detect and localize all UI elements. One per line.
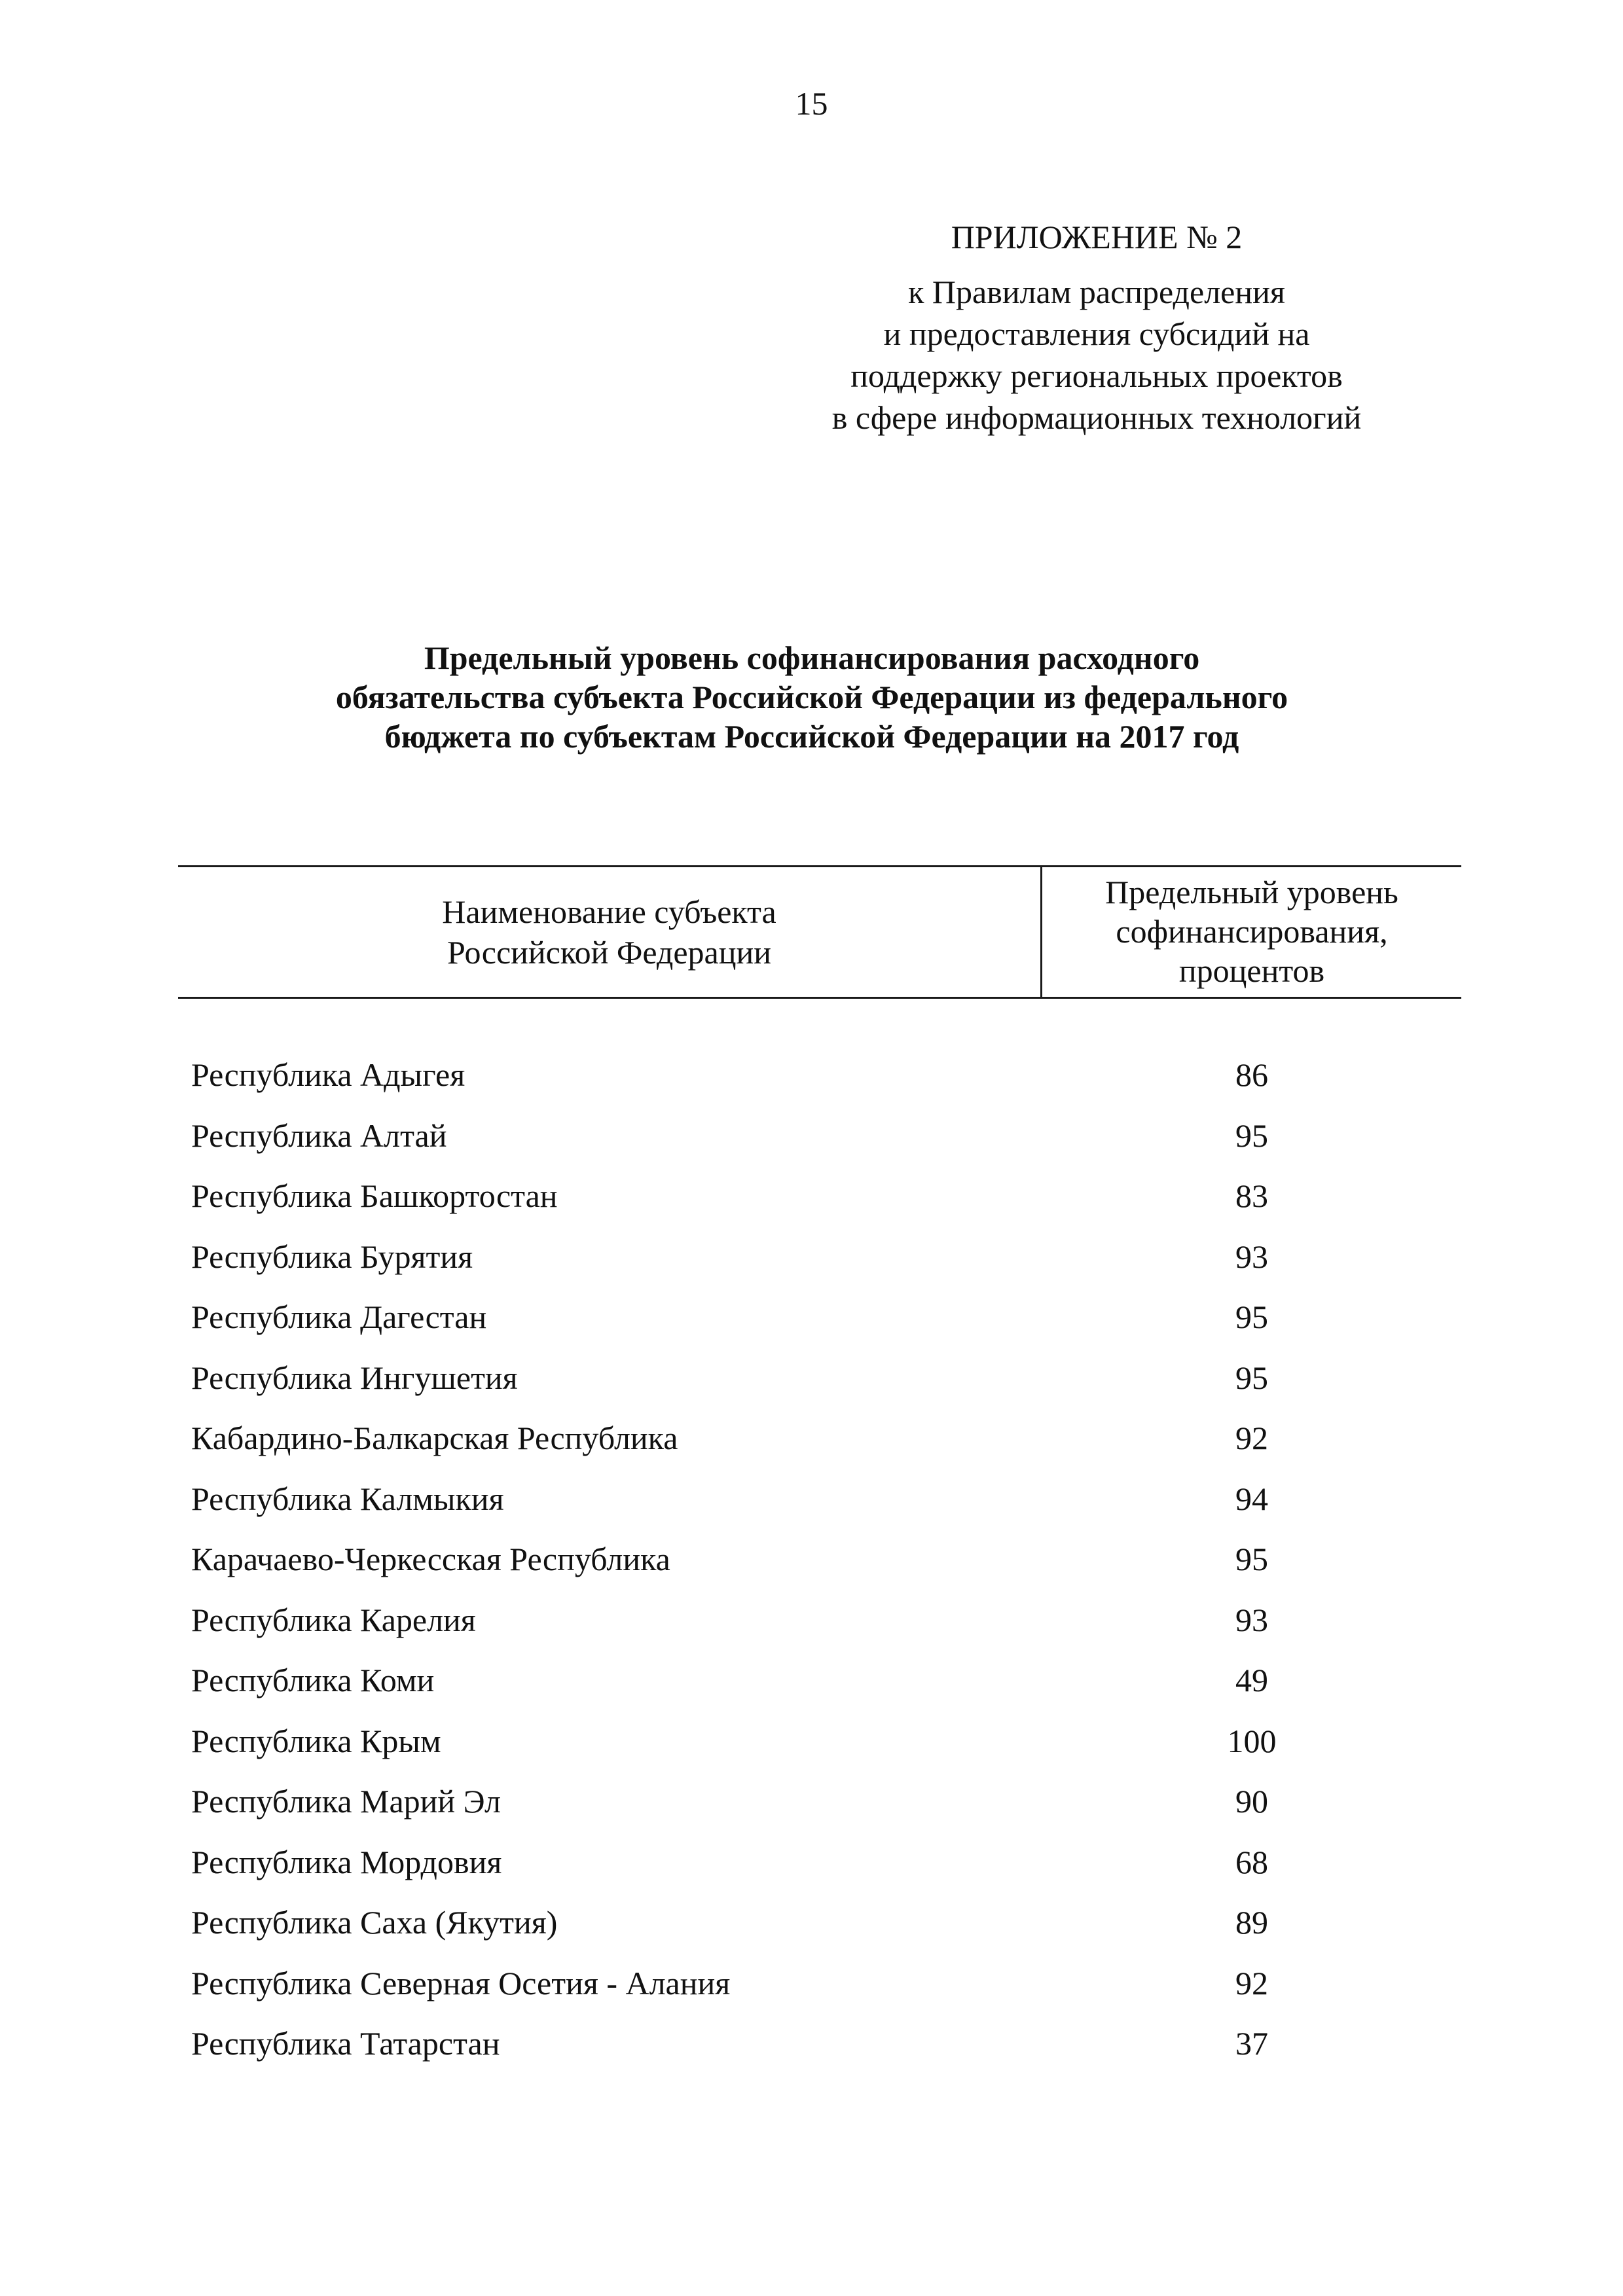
row-subject-name: Республика Алтай: [191, 1117, 447, 1154]
table-row: [178, 1227, 1461, 1287]
header-cofinancing-level: [1042, 867, 1461, 997]
row-cofinancing-value: 100: [1227, 1722, 1277, 1759]
row-cofinancing-value: 49: [1235, 1662, 1268, 1699]
table-row: [178, 1590, 1461, 1651]
header-subject-name: [178, 867, 1042, 997]
row-cofinancing-value: 92: [1235, 1420, 1268, 1457]
table-body: [178, 1045, 1461, 2074]
appendix-header: [753, 216, 1440, 439]
header-subject-name-line: Российской Федерации: [447, 934, 772, 971]
document-title-line: Предельный уровень софинансирования расходного: [424, 639, 1200, 676]
row-cofinancing-value: 90: [1235, 1783, 1268, 1820]
row-subject-name: Республика Татарстан: [191, 2025, 500, 2062]
row-subject-name: Республика Карелия: [191, 1601, 476, 1638]
document-title-line: обязательства субъекта Российской Федерации из федерального: [335, 679, 1288, 715]
row-cofinancing-value: 93: [1235, 1238, 1268, 1275]
table-row: [178, 1771, 1461, 1832]
row-subject-name: Республика Башкортостан: [191, 1177, 558, 1215]
header-subject-name-line: Наименование субъекта: [442, 893, 776, 930]
cofinancing-table: [178, 865, 1461, 2074]
appendix-line: поддержку региональных проектов: [850, 357, 1343, 394]
table-row: [178, 1287, 1461, 1348]
appendix-title: ПРИЛОЖЕНИЕ № 2: [951, 219, 1243, 255]
table-row: [178, 1105, 1461, 1166]
table-row: [178, 1711, 1461, 1772]
table-row: [178, 1953, 1461, 2014]
row-subject-name: Республика Крым: [191, 1722, 441, 1759]
appendix-line: в сфере информационных технологий: [831, 399, 1362, 436]
table-header: [178, 867, 1461, 997]
table-row: [178, 1045, 1461, 1105]
row-cofinancing-value: 95: [1235, 1117, 1268, 1154]
table-row: [178, 1166, 1461, 1227]
table-row: [178, 1892, 1461, 1953]
row-subject-name: Республика Северная Осетия - Алания: [191, 1964, 731, 2001]
table-row: [178, 1832, 1461, 1893]
table-row: [178, 1650, 1461, 1711]
row-subject-name: Республика Коми: [191, 1662, 435, 1699]
header-cofinancing-level-line: софинансирования,: [1116, 913, 1388, 950]
row-cofinancing-value: 83: [1235, 1177, 1268, 1215]
row-cofinancing-value: 94: [1235, 1480, 1268, 1517]
table-row: [178, 1348, 1461, 1408]
row-subject-name: Республика Адыгея: [191, 1056, 465, 1094]
header-cofinancing-level-line: Предельный уровень: [1105, 874, 1398, 910]
row-subject-name: Республика Мордовия: [191, 1843, 502, 1880]
row-cofinancing-value: 95: [1235, 1541, 1268, 1578]
row-cofinancing-value: 92: [1235, 1964, 1268, 2001]
row-subject-name: Кабардино-Балкарская Республика: [191, 1420, 678, 1457]
row-cofinancing-value: 89: [1235, 1904, 1268, 1941]
appendix-line: и предоставления субсидий на: [883, 315, 1310, 352]
row-cofinancing-value: 68: [1235, 1843, 1268, 1880]
table-row: [178, 2013, 1461, 2074]
row-cofinancing-value: 93: [1235, 1601, 1268, 1638]
table-row: [178, 1408, 1461, 1469]
document-title: [170, 638, 1453, 756]
table-header-rule: [178, 997, 1461, 999]
row-cofinancing-value: 95: [1235, 1299, 1268, 1336]
row-cofinancing-value: 95: [1235, 1359, 1268, 1396]
row-subject-name: Республика Калмыкия: [191, 1480, 504, 1517]
row-cofinancing-value: 86: [1235, 1056, 1268, 1094]
table-row: [178, 1529, 1461, 1590]
page-number: 15: [795, 85, 828, 122]
row-subject-name: Республика Бурятия: [191, 1238, 473, 1275]
header-cofinancing-level-line: процентов: [1178, 952, 1325, 989]
document-title-line: бюджета по субъектам Российской Федерации на 2017 год: [384, 718, 1239, 755]
row-cofinancing-value: 37: [1235, 2025, 1268, 2062]
table-row: [178, 1469, 1461, 1530]
row-subject-name: Карачаево-Черкесская Республика: [191, 1541, 670, 1578]
row-subject-name: Республика Марий Эл: [191, 1783, 501, 1820]
row-subject-name: Республика Ингушетия: [191, 1359, 518, 1396]
row-subject-name: Республика Саха (Якутия): [191, 1904, 558, 1941]
row-subject-name: Республика Дагестан: [191, 1299, 487, 1336]
appendix-line: к Правилам распределения: [908, 274, 1285, 310]
